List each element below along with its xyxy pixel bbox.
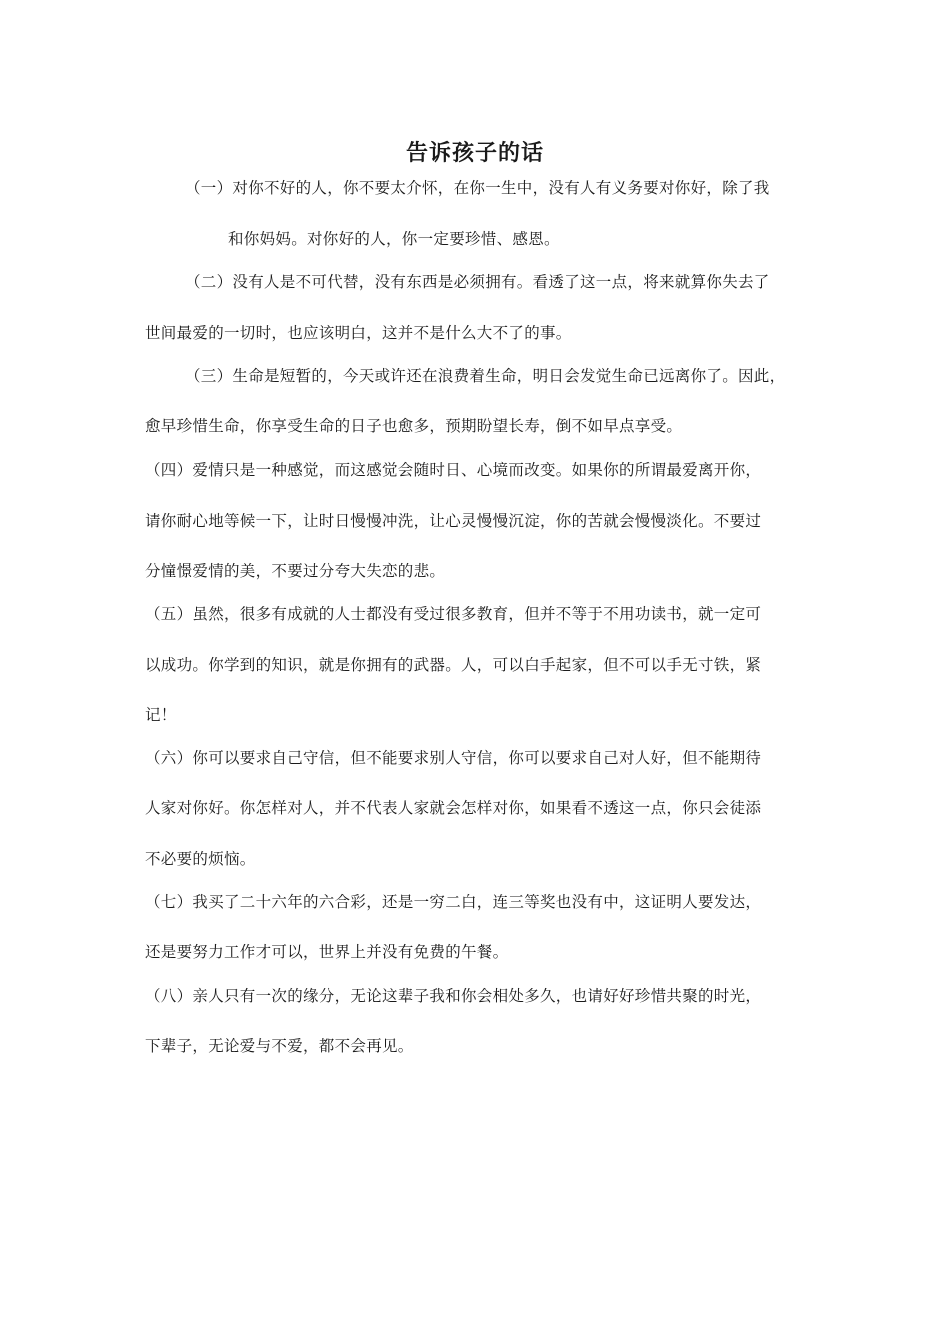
paragraph-6-line-3: 不必要的烦恼。 [145, 850, 256, 868]
paragraph-4-line-1: （四）爱情只是一种感觉，而这感觉会随时日、心境而改变。如果你的所谓最爱离开你， [145, 461, 762, 479]
paragraph-8-line-1: （八）亲人只有一次的缘分，无论这辈子我和你会相处多久，也请好好珍惜共聚的时光， [145, 987, 762, 1005]
paragraph-5-line-2: 以成功。你学到的知识，就是你拥有的武器。人，可以白手起家，但不可以手无寸铁，紧 [145, 656, 762, 674]
paragraph-5-line-1: （五）虽然，很多有成就的人士都没有受过很多教育，但并不等于不用功读书，就一定可 [145, 605, 762, 623]
paragraph-1-line-2: 和你妈妈。对你好的人，你一定要珍惜、感恩。 [228, 230, 560, 248]
paragraph-3-line-2: 愈早珍惜生命，你享受生命的日子也愈多，预期盼望长寿，倒不如早点享受。 [145, 417, 683, 435]
paragraph-7-line-2: 还是要努力工作才可以，世界上并没有免费的午餐。 [145, 943, 509, 961]
paragraph-7-line-1: （七）我买了二十六年的六合彩，还是一穷二白，连三等奖也没有中，这证明人要发达， [145, 893, 762, 911]
paragraph-1-line-1: （一）对你不好的人，你不要太介怀，在你一生中，没有人有义务要对你好，除了我 [185, 179, 770, 197]
paragraph-2-line-2: 世间最爱的一切时，也应该明白，这并不是什么大不了的事。 [145, 324, 572, 342]
paragraph-4-line-3: 分憧憬爱情的美，不要过分夸大失恋的悲。 [145, 562, 446, 580]
paragraph-4-line-2: 请你耐心地等候一下，让时日慢慢冲洗，让心灵慢慢沉淀，你的苦就会慢慢淡化。不要过 [145, 512, 762, 530]
paragraph-6-line-1: （六）你可以要求自己守信，但不能要求别人守信，你可以要求自己对人好，但不能期待 [145, 749, 762, 767]
paragraph-8-line-2: 下辈子，无论爱与不爱，都不会再见。 [145, 1037, 414, 1055]
paragraph-2-line-1: （二）没有人是不可代替，没有东西是必须拥有。看透了这一点，将来就算你失去了 [185, 273, 770, 291]
paragraph-3-line-1: （三）生命是短暂的，今天或许还在浪费着生命，明日会发觉生命已远离你了。因此， [185, 367, 786, 385]
paragraph-6-line-2: 人家对你好。你怎样对人，并不代表人家就会怎样对你，如果看不透这一点，你只会徒添 [145, 799, 762, 817]
paragraph-5-line-3: 记！ [145, 706, 177, 724]
document-title: 告诉孩子的话 [405, 140, 544, 166]
